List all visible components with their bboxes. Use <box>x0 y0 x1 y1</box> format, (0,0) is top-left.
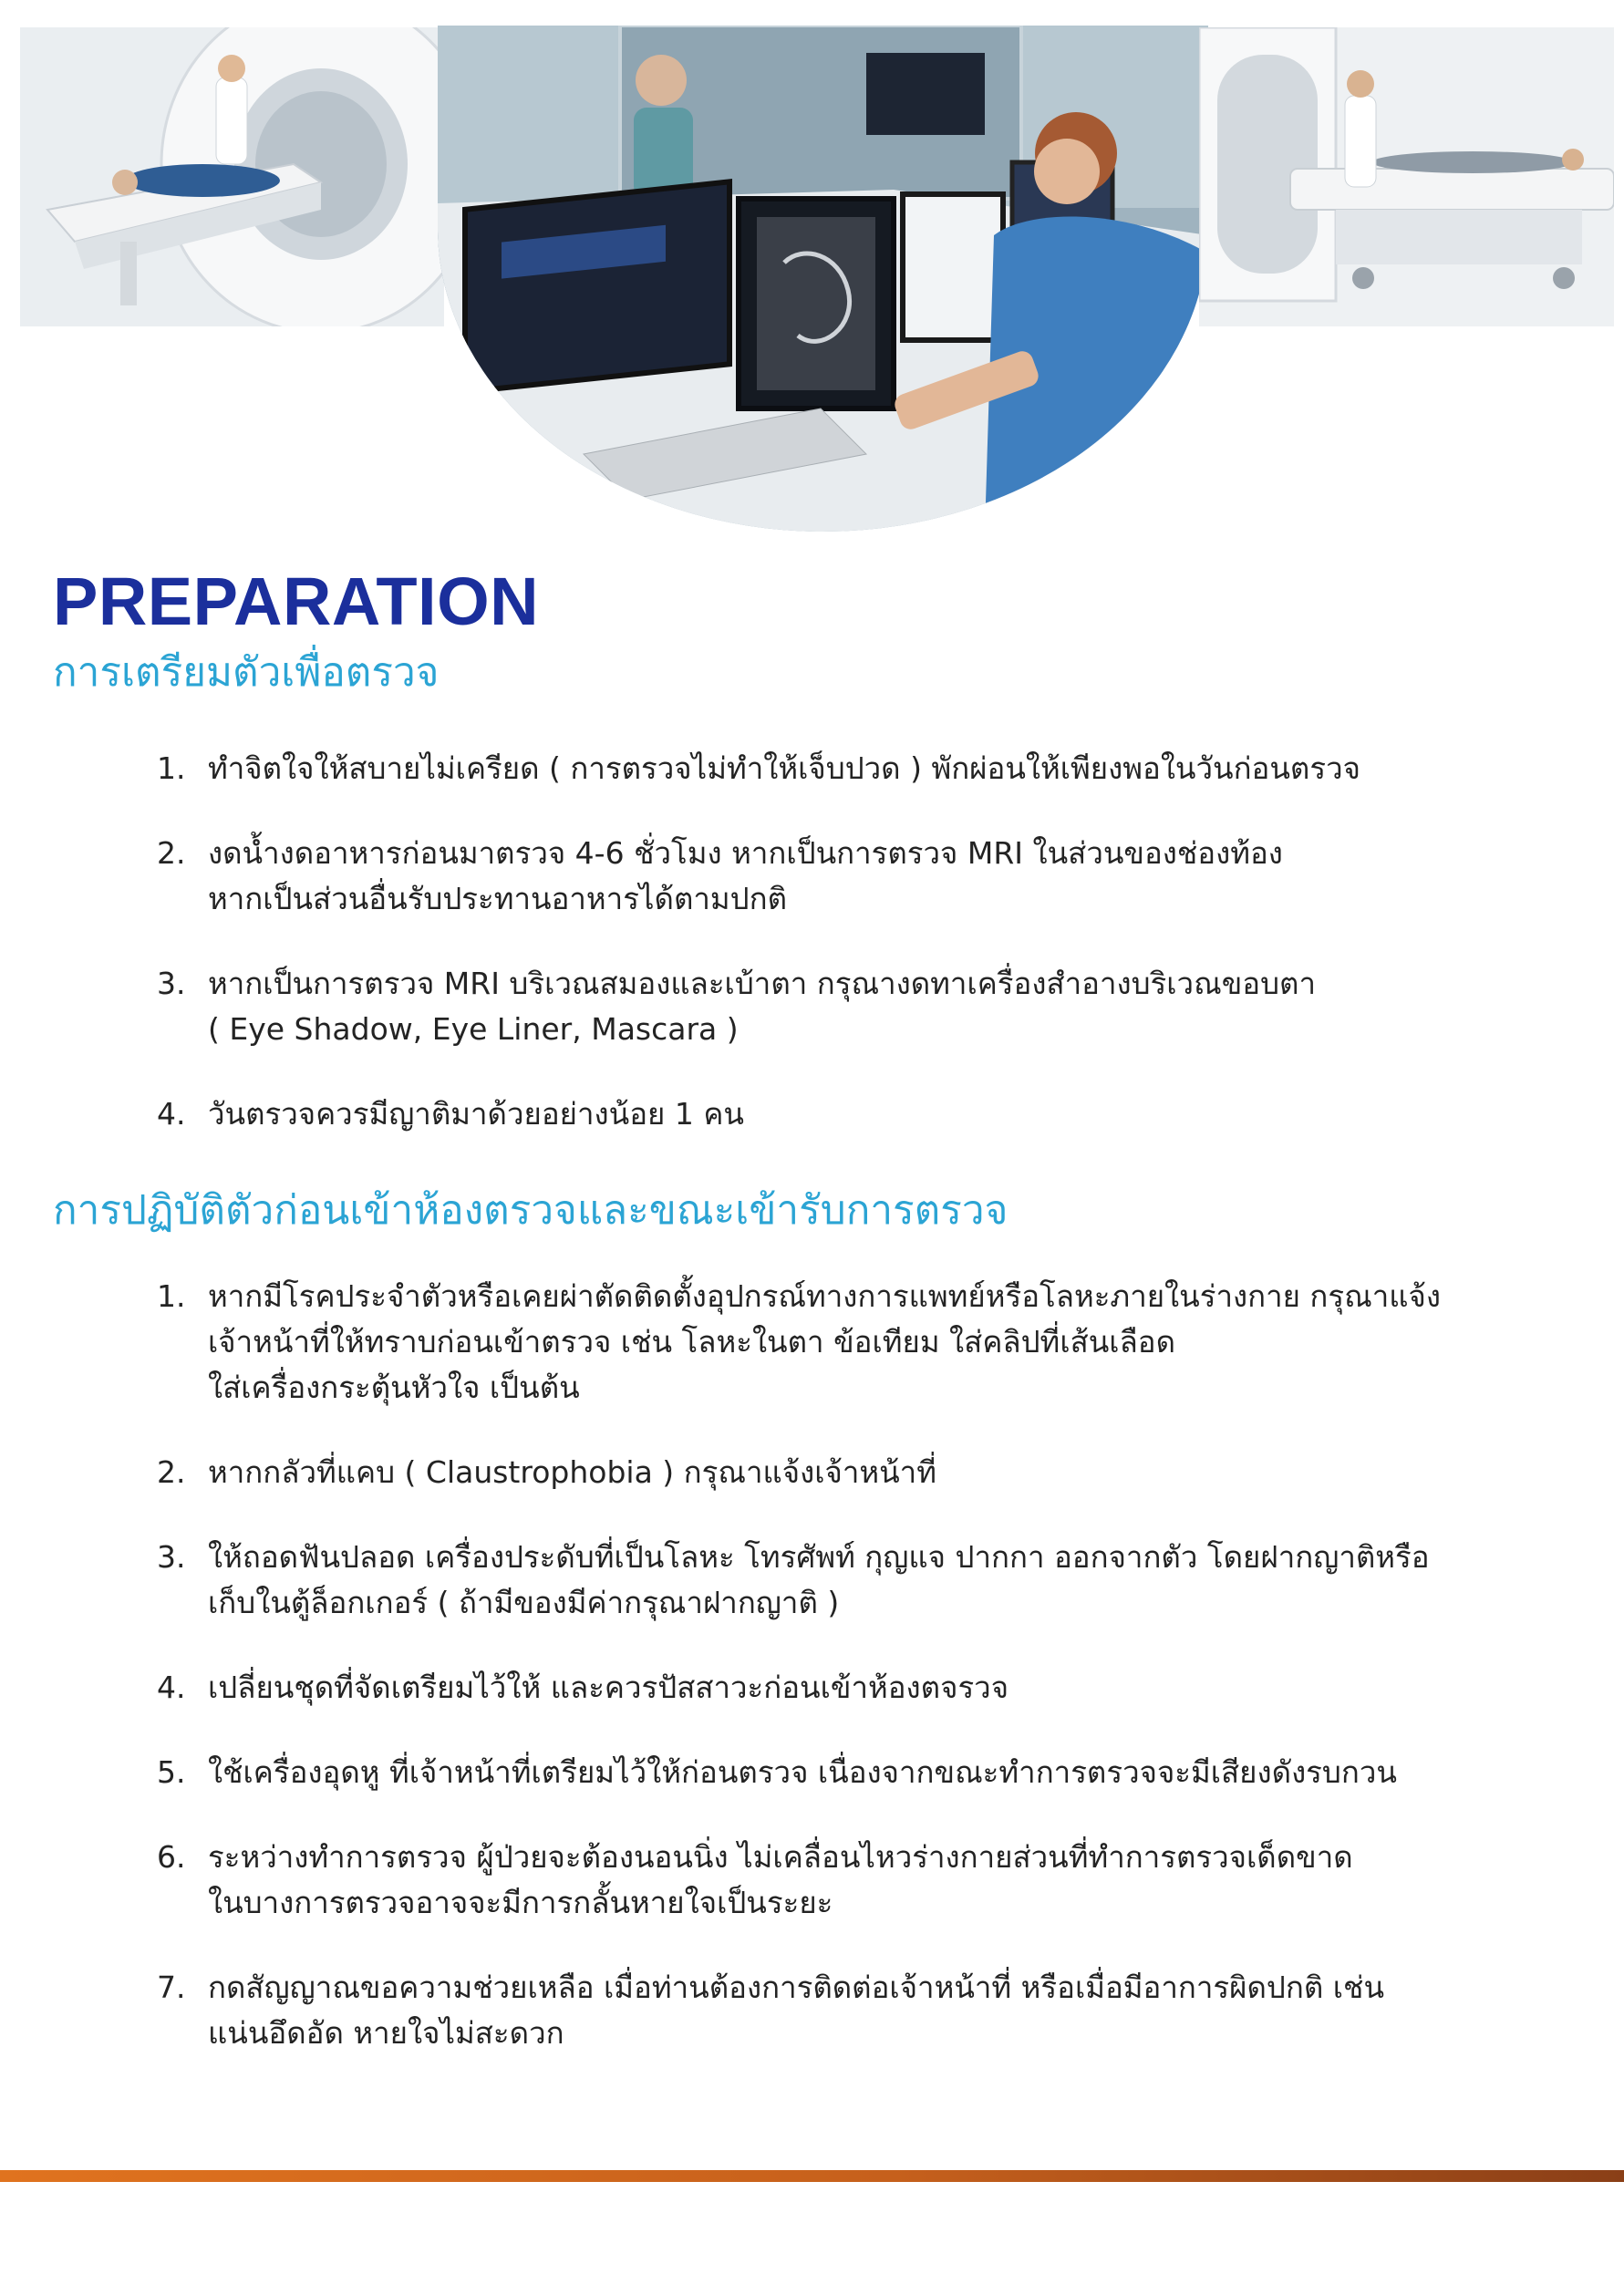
list-item <box>157 961 1598 1052</box>
item-number: 7. <box>157 1970 186 2005</box>
item-number: 1. <box>157 1278 186 1314</box>
item-number: 6. <box>157 1839 186 1875</box>
list-item <box>157 1091 1598 1137</box>
item-number: 2. <box>157 1454 186 1490</box>
list-item <box>157 746 1598 791</box>
item-text: งดน้ำงดอาหารก่อนมาตรวจ 4-6 ชั่วโมง หากเป็นการตรวจ MRI ในส่วนของช่องท้อง <box>208 835 1283 871</box>
item-number: 1. <box>157 750 186 786</box>
list-item <box>157 831 1598 922</box>
item-text: ทำจิตใจให้สบายไม่เครียด ( การตรวจไม่ทำให้เจ็บปวด ) พักผ่อนให้เพียงพอในวันก่อนตรวจ <box>208 750 1360 786</box>
list-item <box>157 1965 1598 2056</box>
exam-conduct-list <box>157 1274 1598 2095</box>
item-number: 3. <box>157 966 186 1001</box>
list-item <box>157 1274 1598 1411</box>
mri-scanner-photo-left <box>20 27 444 326</box>
control-room-photo <box>438 26 1208 532</box>
item-text: เก็บในตู้ล็อกเกอร์ ( ถ้ามีของมีค่ากรุณาฝากญาติ ) <box>208 1585 840 1620</box>
item-text: ระหว่างทำการตรวจ ผู้ป่วยจะต้องนอนนิ่ง ไม่เคลื่อนไหวร่างกายส่วนที่ทำการตรวจเด็ดขาด <box>208 1839 1353 1875</box>
preparation-list <box>157 746 1598 1176</box>
item-text: วันตรวจควรมีญาติมาด้วยอย่างน้อย 1 คน <box>208 1096 744 1132</box>
list-item <box>157 1535 1598 1626</box>
hero-banner <box>0 0 1624 547</box>
item-text: ใส่เครื่องกระตุ้นหัวใจ เป็นต้น <box>208 1370 580 1405</box>
list-item <box>157 1835 1598 1926</box>
mri-scanner-photo-right <box>1199 27 1614 326</box>
item-text: เจ้าหน้าที่ให้ทราบก่อนเข้าตรวจ เช่น โลหะในตา ข้อเทียม ใส่คลิปที่เส้นเลือด <box>208 1324 1176 1360</box>
item-text: ให้ถอดฟันปลอด เครื่องประดับที่เป็นโลหะ โทรศัพท์ กุญแจ ปากกา ออกจากตัว โดยฝากญาติหรือ <box>208 1539 1430 1575</box>
page-subtitle: การเตรียมตัวเพื่อตรวจ <box>53 649 440 696</box>
item-text: หากมีโรคประจำตัวหรือเคยผ่าตัดติดตั้งอุปกรณ์ทางการแพทย์หรือโลหะภายในร่างกาย กรุณาแจ้ง <box>208 1278 1442 1314</box>
item-text: หากกลัวที่แคบ ( Claustrophobia ) กรุณาแจ้งเจ้าหน้าที่ <box>208 1454 936 1490</box>
item-text: กดสัญญาณขอความช่วยเหลือ เมื่อท่านต้องการติดต่อเจ้าหน้าที่ หรือเมื่อมีอาการผิดปกติ เช่น <box>208 1970 1384 2005</box>
page-title: PREPARATION <box>53 563 540 639</box>
item-text: เปลี่ยนชุดที่จัดเตรียมไว้ให้ และควรปัสสาวะก่อนเข้าห้องตจรวจ <box>208 1670 1009 1705</box>
item-number: 3. <box>157 1539 186 1575</box>
item-text: ( Eye Shadow, Eye Liner, Mascara ) <box>208 1011 739 1047</box>
item-number: 5. <box>157 1754 186 1790</box>
item-text: หากเป็นการตรวจ MRI บริเวณสมองและเบ้าตา กรุณางดทาเครื่องสำอางบริเวณขอบตา <box>208 966 1316 1001</box>
list-item <box>157 1750 1598 1795</box>
item-number: 4. <box>157 1670 186 1705</box>
section-title-during-exam: การปฏิบัติตัวก่อนเข้าห้องตรวจและขณะเข้ารับการตรวจ <box>53 1187 1009 1234</box>
item-text: หากเป็นส่วนอื่นรับประทานอาหารได้ตามปกติ <box>208 881 788 916</box>
item-text: แน่นอึดอัด หายใจไม่สะดวก <box>208 2015 564 2051</box>
item-text: ใช้เครื่องอุดหู ที่เจ้าหน้าที่เตรียมไว้ให้ก่อนตรวจ เนื่องจากขณะทำการตรวจจะมีเสียงดังรบกวน <box>208 1754 1397 1790</box>
item-text: ในบางการตรวจอาจจะมีการกลั้นหายใจเป็นระยะ <box>208 1885 833 1920</box>
item-number: 2. <box>157 835 186 871</box>
list-item <box>157 1665 1598 1711</box>
list-item <box>157 1450 1598 1495</box>
item-number: 4. <box>157 1096 186 1132</box>
footer-divider-bar <box>0 2170 1624 2182</box>
